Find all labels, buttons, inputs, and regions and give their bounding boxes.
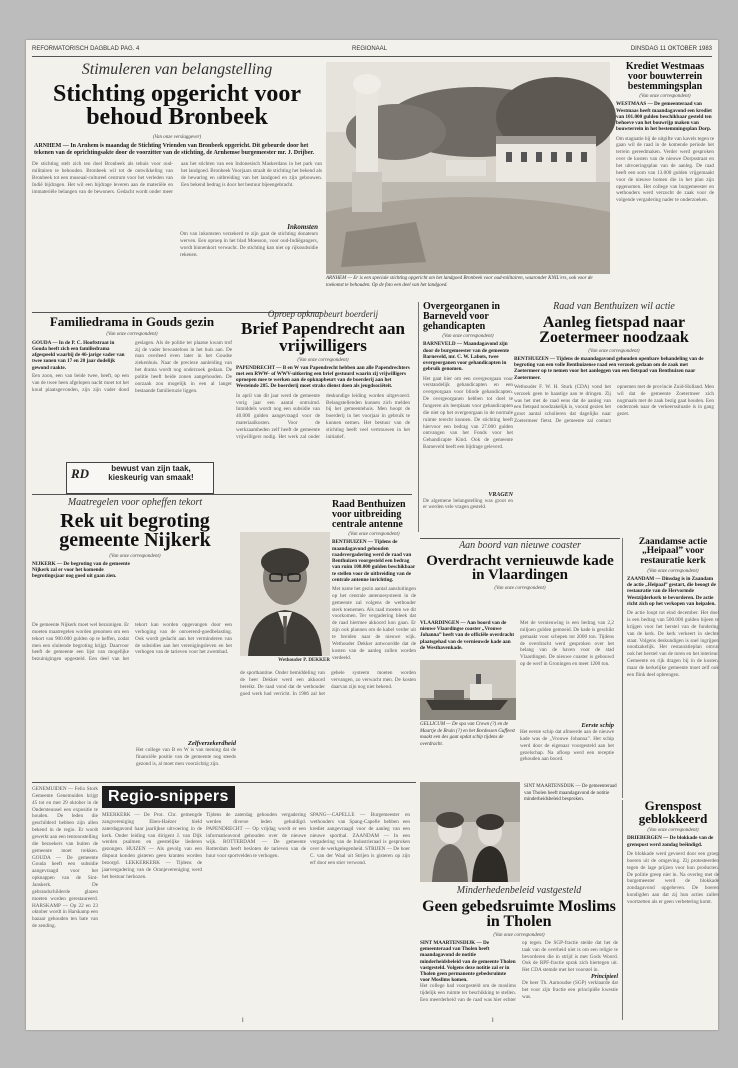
article-zoetermeer — [514, 302, 714, 536]
tholen-kicker: Minderhedenbeleid vastgesteld — [456, 885, 582, 896]
divider — [32, 494, 412, 495]
zaandamse-headline: Zaandamse actie „Heipaal” voor restauratie kerk — [638, 537, 708, 566]
vlaardingen-body2: Het eerste schip dat afmeerde aan de nieuwe kade was de „Vrouwe Johanna”. Het schip werd door de eigenaar voorgesteld aan het gezelschap. Na afloop werd een receptie gehouden aan boord. — [520, 729, 614, 763]
familiedrama-body: Een zoon, een van beide twee, heeft, op een van de twee heen afgelopen nacht moet tot het koud plaatsgevonden, zijn zijn vader dood geslagen. Als de politie ter plaatse kwam trof zij de vader bewusteloos in het huis aan. De man overleed even later in het Goudse ziekenhuis. Naar de precieze aanleiding van het drama wordt nog onderzoek gedaan. De politie heeft beide zonen aangehouden. De oorzaak zou mogelijk in een al langer bestaande familieruzie liggen. — [32, 339, 232, 394]
divider — [32, 782, 416, 783]
article-barneveld — [418, 302, 513, 532]
barneveld-lead: BARNEVELD — Maandagavond zijn door de burgemeester van de gemeente Barneveld, mr. C. W. Labots, twee overgeorganen voor gehandicapten in gebruik genomen. — [423, 341, 510, 373]
barneveld-credit: (Van onze correspondent) — [442, 334, 494, 340]
nijkerk-subhead: Zelfverzekerdheid — [187, 740, 236, 747]
running-head — [32, 46, 712, 57]
nijkerk-body2: Het college van B en W is van mening dat de financiële positie van de gemeente nog steeds gezond is, al moet men voorzichtig zijn. — [136, 747, 236, 767]
barneveld-body: Het gaat hier om een overgeorgaan voor verstandelijk gehandicapten en een overgeorgaan voor blinde gehandicapten. De overgeorganen hebben tot doel te fungeren als leerplaats voor gehandicapten die niet op het overgeorgaan in de normale ruimte terecht kunnen. De stichting heeft hiervoor een bedrag van 27.000 gulden ontvangen van het Fonds voor het Gehandicapte Kind. Ook de gemeente Barneveld heeft een bijdrage geleverd. — [423, 375, 513, 451]
zaandamse-lead: ZAANDAM — Dinsdag is in Zaandam de actie „Heipaal” gestart, die beoogt de restauratie van de Hervormde Westzijderkerk te bevorderen. De actie richt zich op het verkopen van heipalen. — [627, 575, 716, 607]
article-nijkerk — [32, 498, 238, 618]
vlaardingen-body: Met de vernieuwing is een bedrag van 2,2 miljoen gulden gemoeid. De kade is geschikt gemaakt voor schepen tot 2000 ton. Tijdens de overdracht werd gesproken over het belang van de haven voor de stad Vlaardingen. De nieuwe coaster is gebouwd op de werf in Groningen en meet 1200 ton. — [520, 620, 614, 668]
bronbeek-kicker: Stimuleren van belangstelling — [81, 61, 273, 78]
regio-col3: SPANG—CAPELLE — Burgemeester en wethouders van Spang-Capelle hebben een krediet aangevraagd voor de aanleg van een nieuwe sporthal. ZAANDAM — In een vergadering van de Industrieraad is gesproken over de werkgelegenheid. STRIJEN — De boer C. van der Waal uit Strijen is gisteren op zijn erf door een stier verwond. — [310, 812, 410, 867]
dekker-caption: Wethouder P. DEKKER — [278, 658, 330, 663]
rd-logo: RD — [71, 466, 90, 481]
regio-col2: Tijdens de zaterdag gehouden vergadering werden diverse leden gehuldigd. PAPENDRECHT — Op vrijdag wordt er een informatieavond gehouden over de nieuwe wijk. ROTTERDAM — De gemeente Rotterdam heeft besloten de tarieven van de huur voor sportvelden te verhogen. — [206, 812, 306, 860]
zoetermeer-body: Wethouder F. W. H. Sturk (CDA) vond het verzoek geen te haastige aan te dringen. Zij was het met de raad eens dat de aanleg van een fietspad noodzakelijk is, vooral gezien het groot aantal scholieren dat dagelijks naar Zoetermeer fietst. De gemeente zal contact opnemen met de provincie Zuid-Holland. Men wil dat de gemeente Zoetermeer zich nogmaals met de zaak bezig gaat houden. Een onderzoek naar de verkeerssituatie is in gang gezet. — [514, 383, 714, 425]
westmaas-credit: (Van onze correspondent) — [639, 94, 691, 100]
raad-benthuizen-body: Met name het gezin aantal aansluitingen op het centrale antennesysteem in de gemeente zal volgens de wethouder sterk toenemen. Als raad moeten we dit voorkomen. Ter vergadering bleek dat de raad hiermee akkoord kon gaan. Er zijn ook plannen om de kabel verder uit te breiden naar de nieuwe wijk. Wethouder Dekker antwoordde dat de kosten van de aanleg zullen worden verdeeld. — [332, 586, 416, 661]
tholen-credit: (Van onze correspondent) — [493, 932, 545, 938]
grenspost-credit: (Van onze correspondent) — [647, 828, 699, 834]
article-tholen — [420, 886, 618, 1026]
nijkerk-body: De gemeente Nijkerk moet wel bezuinigen. Er moeten maatregelen worden genomen om een tekort van 900.000 gulden op te heffen, zodat men een sluitende begroting krijgt. Daarvoor heeft de gemeente een lijst van mogelijke bezuinigingen opgesteld. Een deel van het tekort kan worden opgevangen door een verhoging van de onroerend-goedbelasting. Ook wordt gedacht aan het verminderen van de subsidies aan het verenigingsleven en het verhogen van de tarieven voor het zwembad. — [32, 622, 232, 663]
raad-benthuizen-credit: (Van onze correspondent) — [348, 532, 400, 538]
barneveld-subhead: VRAGEN — [488, 491, 513, 498]
page-mark-left: I — [242, 1018, 244, 1024]
raad-benthuizen-headline: Raad Benthuizen voor uitbreiding centrale antenne — [332, 499, 406, 530]
zoetermeer-lead: BENTHUIZEN — Tijdens de maandagavond gehouden openbare behandeling van de begroting van een volle Benthuizense raad een verzoek gedaan om de zaak met Zoetermeer op te nemen voor het aanleggen van een fietspad van Benthuizen naar Zoetermeer. — [514, 355, 704, 381]
dekker-photo — [240, 532, 330, 656]
papendrecht-body: In april van dit jaar werd de gemeente vorig jaar een aantal ontruimd. Inmiddels wordt nog een subsidie van 40.000 gulden aangevraagd voor de materiaalkosten. Voor de werkzaamheden zelf heeft de gemeente vrijwilligers nodig. Het werk zal onder deskundige leiding worden uitgevoerd. Belangstellenden kunnen zich melden bij het gemeentehuis. Men hoopt de boerderij in het voorjaar in gebruik te kunnen nemen. Het bestuur van de stichting heeft veel vertrouwen in het initiatief. — [236, 392, 410, 440]
barneveld-headline: Overgeorganen in Barneveld voor gehandicapten — [423, 301, 500, 332]
bronbeek-headline: Stichting opgericht voor behoud Bronbeek — [53, 80, 301, 131]
westmaas-lead: WESTMAAS — De gemeenteraad van Westmaas heeft maandagavond een krediet van 101.000 gulden beschikbaar gesteld ten behoeve van het bouwrijp maken van bouwterrein in het bestemmingsplan Dorp. — [616, 101, 712, 133]
westmaas-body: Om stagnatie bij de uitgifte van kavels tegen te gaan wil de raad in de komende periode het terrein gereedmaken. Verder werd gesproken over de kosten van de nieuwe Dorpsstraat en het uitvoeringsplan van de aanleg. De raad heeft een som van 13.000 gulden vrijgemaakt voor de nieuwe bomen die in het plan zijn opgenomen. Het college van burgemeester en wethouders werd verzocht de zaak voor de volgende vergadering nader te onderzoeken. — [616, 135, 714, 204]
bronbeek-photo — [326, 62, 610, 274]
papendrecht-credit: (Van onze correspondent) — [297, 357, 349, 363]
page-mark-right: I — [492, 1018, 494, 1024]
barneveld-body2: De algemene belangstelling was groot en er werden vele vragen gesteld. — [423, 497, 513, 511]
article-familiedrama — [32, 316, 232, 460]
familiedrama-lead: GOUDA — In de P. C. Hooftstraat in Gouda heeft zich een familiedrama afgespeeld waarbij de 46-jarige vader van twee zonen van 17 en 20 jaar dodelijk gewond raakte. — [32, 339, 125, 371]
zaandamse-body: De actie loopt tot eind december. Het doel is een bedrag van 500.000 gulden bijeen te krijgen voor het herstel van de fundering van de kerk. De kerk verkeert in slechte staat. Volgens deskundigen is snel ingrijpen noodzakelijk. Het restauratieplan omvat ook het herstel van de toren en het interieur. Gemeente en rijk dragen bij in de kosten, maar de kerkelijke gemeente moet zelf ook een flink deel opbrengen. — [627, 610, 719, 678]
tholen-photo-caption: SINT MAARTENSDIJK — De gemeenteraad van Tholen heeft maandagavond de notitie minderheidsbeleid besproken. — [524, 784, 617, 802]
article-papendrecht — [236, 310, 410, 490]
bronbeek-photo-caption: ARNHEM — Er is een speciale stichting opgericht om het landgoed Bronbeek voor oud-militairen, waaronder KNIL'ers, ook voor de toekomst te behouden. Op de foto een deel van het landgoed. — [326, 276, 593, 288]
zoetermeer-headline: Aanleg fietspad naar Zoetermeer noodzaak — [539, 313, 689, 347]
regio-col1: MEERKERK — De Prot. Chr. gemengde zangvereniging Eben-Haëzer hield zaterdagavond haar jaarlijkse uitvoering in de kerk. Onder leiding van dirigent J. van Dijk werden psalmen en geestelijke liederen gezongen. HUIZEN — Als gevolg van een dispuut konden gisteren geen kranten worden bezorgd. LEKKERKERK — Tijdens de jaarvergadering van de Oranjevereniging werd het bestuur herkozen. — [102, 812, 202, 880]
bronbeek-credit: (Van onze verslaggever) — [152, 134, 202, 140]
raad-benthuizen-lead: BENTHUIZEN — Tijdens de maandagavond gehouden raadsvergadering werd de raad van Benthuizen voorgesteld een bedrag van ruim 100.000 gulden beschikbaar te stellen voor de uitbreiding van de centrale antenne inrichting. — [332, 539, 416, 583]
papendrecht-kicker: Oproep opknapbeurt boerderij — [267, 309, 379, 319]
papendrecht-headline: Brief Papendrecht aan vrijwilligers — [240, 319, 405, 356]
children-image — [420, 782, 520, 882]
article-grenspost — [622, 800, 719, 1020]
masthead-right: DINSDAG 11 OKTOBER 1983 — [630, 46, 712, 52]
nijkerk-credit: (Van onze correspondent) — [109, 553, 161, 559]
article-westmaas — [616, 62, 714, 302]
tholen-body2: De heer Th. Aarnoudse (SGP) verklaarde dat het voor zijn fractie een principiële kwestie was. — [522, 980, 618, 1000]
article-bronbeek — [32, 62, 322, 312]
dekker-portrait — [240, 532, 330, 656]
nijkerk-continued — [136, 740, 236, 780]
zoetermeer-credit: (Van onze correspondent) — [588, 348, 640, 354]
coaster-caption: GELLICUM — De spa van Crown (?) en de Maartje de Bruin (?) en het Bordessen Guffeest maakt een des gaat opdat schip tijdens de overdracht. — [420, 722, 515, 747]
tholen-body: Het college had voorgesteld om de moslims tijdelijk een ruimte ter beschikking te stellen. Een meerderheid van de raad was hier echter op tegen. De SGP-fractie stelde dat het de taak van de overheid niet is om een religie te bevorderen die in strijd is met Gods Woord. Ook de RPF-fractie sprak zich hiertegen uit. Het CDA stemde met het voorstel in. — [420, 939, 618, 1004]
bronbeek-body: De stichting stelt zich ten doel Bronbeek als tehuis voor oud-militairen te behouden. Bronbeek wil tot de ontwikkeling van Bronbeek tot een museaal-cultureel centrum voor het verleden van Indië bijdragen. Het wil een bijdrage leveren aan de materiële en immateriële belangen van de bewoners. Gedacht wordt onder meer aan het stichten van een Indonesisch Maskerdans in het park van het landgoed. Bronbeek Voorjaars straalt de stichting het bekend als de bewaring en uitbreiding van het landgoed en zijn gebouwen. Een bekend bedrag is door het bestuur bijeengebracht. — [32, 161, 322, 195]
masthead-left: REFORMATORISCH DAGBLAD PAG. 4 — [32, 46, 140, 52]
nijkerk-lead: NIJKERK — De begroting van de gemeente Nijkerk zal er voor het komende begrotingsjaar nog goed uit gaan zien. — [32, 560, 130, 580]
regio-snippers — [102, 786, 412, 1022]
rd-slogan-line1: bewust van zijn taak, — [111, 464, 191, 473]
vlaardingen-kicker: Aan boord van nieuwe coaster — [459, 540, 581, 551]
westmaas-headline: Krediet Westmaas voor bouwterrein bestemmingsplan — [625, 61, 705, 92]
coaster-photo — [420, 660, 516, 720]
grenspost-lead: DRIEBERGEN — De blokkade van de grenspost werd zondag beëindigd. — [627, 835, 714, 848]
bronbeek-photo-image — [326, 62, 610, 274]
article-zaandamse — [622, 538, 719, 798]
papendrecht-lead: PAPENDRECHT — B en W van Papendrecht hebben aan alle Papendrechters met een RWW- of WWV-uitkering een brief gestuurd waarin zij vrijwilligers oproepen mee te werken aan de opknapbeurt van de boerderij aan het Westeinde 285. De boerderij moet straks dienst doen als jeugdsociëteit. — [236, 364, 410, 390]
raad-benthuizen-body2: de sportkantine. Onder bemiddeling van de heer Dekker werd een akkoord bereikt. De raad vond dat de wethouder goed werk had verricht. In 1986 zal het gehele systeem moeten worden vervangen, zo verwacht men. De kosten daarvan zijn nog niet bekend. — [240, 670, 416, 697]
bronbeek-body2: Om van inkomsten verzekerd te zijn gaat de stichting donateurs werven. Een oproep in het blad Moesson, voor oud-Indiëgangers, wordt binnenkort verwacht. De stichting kan niet op rijkssubsidie rekenen. — [180, 231, 318, 258]
rd-sticker — [66, 462, 214, 494]
nijkerk-headline: Rek uit begroting gemeente Nijkerk — [59, 509, 211, 552]
zoetermeer-kicker: Raad van Benthuizen wil actie — [553, 301, 675, 312]
familiedrama-credit: (Van onze correspondent) — [106, 331, 158, 337]
vlaardingen-subhead: Eerste schip — [581, 722, 614, 729]
familiedrama-headline: Familiedrama in Gouds gezin — [49, 314, 215, 329]
vlaardingen-credit: (Van onze correspondent) — [494, 585, 546, 591]
tholen-headline: Geen gebedsruimte Moslims in Tholen — [422, 897, 616, 931]
tholen-lead: SINT MAARTENSDIJK — De gemeenteraad van Tholen heeft maandagavond de notitie minderheidsbeleid van de gemeente Tholen vastgesteld. Volgens deze notitie zal er in Tholen geen permanente gebedsruimte voor Moslims komen. — [420, 939, 516, 984]
grenspost-body: De blokkade werd gevoerd door een groep boeren uit de omgeving. Zij protesteerden tegen de lage prijzen voor hun producten. De politie greep niet in. Na overleg met de burgemeester werd de blokkade zondagavond opgeheven. De boeren kondigden aan dat zij hun acties zullen voortzetten als er geen verbetering komt. — [627, 850, 719, 905]
vlaardingen-headline: Overdracht vernieuwde kade in Vlaardingen — [426, 552, 614, 584]
masthead-center: REGIONAAL — [352, 46, 388, 52]
bronbeek-lead: ARNHEM — In Arnhem is maandag de Stichting Vrienden van Bronbeek opgericht. Dit gebeurde door het tekenen van de oprichtingsakte door de voorzitter van de stichting, de Arnhemse burgemeester mr. J. Drijber. — [34, 142, 315, 157]
grenspost-headline: Grenspost geblokkeerd — [638, 798, 708, 826]
genemuiden-column: GENEMUIDEN — Felix Stork Gemeente Genemuiden krijgt 45 tot en met 29 oktober in de Ondersteunsel een expositie te houden. De leden die geschilderd hebben zijn allen bekend in de regio. Er wordt gewerkt aan een tentoonstelling die bezoekers van buiten de gemeente moet trekken. GOUDA — De gemeente Gouda heeft een subsidie aangevraagd voor het opknappen van de Sint-Janskerk. De gebrandschilderde glazen moeten worden gerestaureerd. HARSKAMP — Op 22 en 23 oktober wordt in Harskamp een bazaar gehouden ten bate van de zending. — [32, 786, 98, 930]
coaster-image — [420, 660, 516, 720]
tholen-photo — [420, 782, 520, 882]
tholen-photo-caption-block — [524, 784, 618, 884]
newspaper-page — [26, 40, 718, 1030]
article-vlaardingen — [420, 538, 620, 629]
zaandamse-credit: (Van onze correspondent) — [647, 568, 699, 574]
regio-snippers-title: Regio-snippers — [102, 786, 235, 808]
nijkerk-kicker: Maatregelen voor opheffen tekort — [67, 497, 203, 508]
tholen-subhead: Principieel — [591, 974, 618, 981]
rd-slogan-line2: kieskeurig van smaak! — [108, 472, 194, 482]
article-raad-benthuizen — [332, 500, 416, 660]
bronbeek-subhead: Inkomsten — [287, 223, 318, 232]
vlaardingen-lead: VLAARDINGEN — Aan boord van de nieuwe Vlaardingse coaster „Vrouwe Johanna” heeft van de officiële overdracht plaatsgehad van de vernieuwde kade aan de Westhavenkade. — [420, 620, 515, 651]
